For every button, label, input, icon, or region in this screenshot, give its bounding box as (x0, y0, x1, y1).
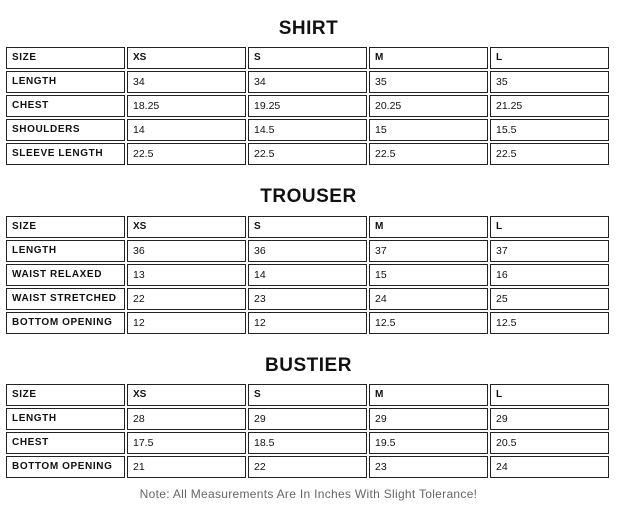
table-cell: 22.5 (490, 143, 609, 165)
table-cell: 18.25 (127, 95, 246, 117)
table-cell: 35 (369, 71, 488, 93)
table-cell: 15.5 (490, 119, 609, 141)
table-cell: 22.5 (248, 143, 367, 165)
measurement-note: Note: All Measurements Are In Inches With Slight Tolerance! (139, 487, 478, 501)
table-cell: 29 (369, 408, 488, 430)
table-cell: 23 (248, 288, 367, 310)
row-label: CHEST (6, 95, 125, 117)
row-label: BOTTOM OPENING (6, 456, 125, 478)
shirt-size-table (4, 45, 611, 167)
table-cell: 25 (490, 288, 609, 310)
size-l-header: L (490, 216, 609, 238)
table-cell: 18.5 (248, 432, 367, 454)
table-cell: 37 (490, 240, 609, 262)
table-cell: 22.5 (127, 143, 246, 165)
row-label: CHEST (6, 432, 125, 454)
table-cell: 21.25 (490, 95, 609, 117)
table-cell: 29 (248, 408, 367, 430)
table-cell: 19.5 (369, 432, 488, 454)
table-row (6, 119, 609, 141)
table-row (6, 288, 609, 310)
size-s-header: S (248, 384, 367, 406)
table-row (6, 456, 609, 478)
table-row (6, 240, 609, 262)
table-row (6, 95, 609, 117)
trouser-size-table (4, 214, 611, 336)
table-row (6, 264, 609, 286)
row-label: WAIST STRETCHED (6, 288, 125, 310)
row-label: LENGTH (6, 240, 125, 262)
table-cell: 34 (127, 71, 246, 93)
size-xs-header: XS (127, 384, 246, 406)
table-cell: 37 (369, 240, 488, 262)
table-cell: 15 (369, 119, 488, 141)
table-cell: 23 (369, 456, 488, 478)
table-cell: 17.5 (127, 432, 246, 454)
table-cell: 16 (490, 264, 609, 286)
table-cell: 20.5 (490, 432, 609, 454)
table-cell: 12 (127, 312, 246, 334)
table-cell: 36 (248, 240, 367, 262)
table-header-row (6, 47, 609, 69)
table-cell: 24 (490, 456, 609, 478)
table-cell: 15 (369, 264, 488, 286)
table-cell: 14 (248, 264, 367, 286)
table-header-row (6, 216, 609, 238)
size-header-cell: SIZE (6, 216, 125, 238)
size-l-header: L (490, 47, 609, 69)
table-cell: 34 (248, 71, 367, 93)
row-label: LENGTH (6, 71, 125, 93)
table-cell: 12 (248, 312, 367, 334)
table-cell: 36 (127, 240, 246, 262)
table-row (6, 71, 609, 93)
size-m-header: M (369, 384, 488, 406)
trouser-title: TROUSER (260, 186, 357, 207)
size-xs-header: XS (127, 216, 246, 238)
size-xs-header: XS (127, 47, 246, 69)
size-s-header: S (248, 216, 367, 238)
size-l-header: L (490, 384, 609, 406)
table-cell: 22.5 (369, 143, 488, 165)
size-s-header: S (248, 47, 367, 69)
table-cell: 20.25 (369, 95, 488, 117)
table-cell: 19.25 (248, 95, 367, 117)
table-cell: 21 (127, 456, 246, 478)
table-row (6, 408, 609, 430)
table-row (6, 143, 609, 165)
bustier-size-table (4, 382, 611, 480)
table-cell: 22 (127, 288, 246, 310)
table-cell: 12.5 (490, 312, 609, 334)
table-cell: 35 (490, 71, 609, 93)
table-cell: 29 (490, 408, 609, 430)
row-label: BOTTOM OPENING (6, 312, 125, 334)
shirt-title: SHIRT (278, 18, 339, 39)
table-header-row (6, 384, 609, 406)
size-header-cell: SIZE (6, 47, 125, 69)
row-label: SHOULDERS (6, 119, 125, 141)
size-header-cell: SIZE (6, 384, 125, 406)
table-cell: 14.5 (248, 119, 367, 141)
table-row (6, 312, 609, 334)
bustier-title: BUSTIER (265, 355, 352, 376)
table-row (6, 432, 609, 454)
table-cell: 14 (127, 119, 246, 141)
row-label: SLEEVE LENGTH (6, 143, 125, 165)
table-cell: 12.5 (369, 312, 488, 334)
size-m-header: M (369, 216, 488, 238)
row-label: LENGTH (6, 408, 125, 430)
table-cell: 22 (248, 456, 367, 478)
table-cell: 24 (369, 288, 488, 310)
table-cell: 13 (127, 264, 246, 286)
size-m-header: M (369, 47, 488, 69)
row-label: WAIST RELAXED (6, 264, 125, 286)
table-cell: 28 (127, 408, 246, 430)
